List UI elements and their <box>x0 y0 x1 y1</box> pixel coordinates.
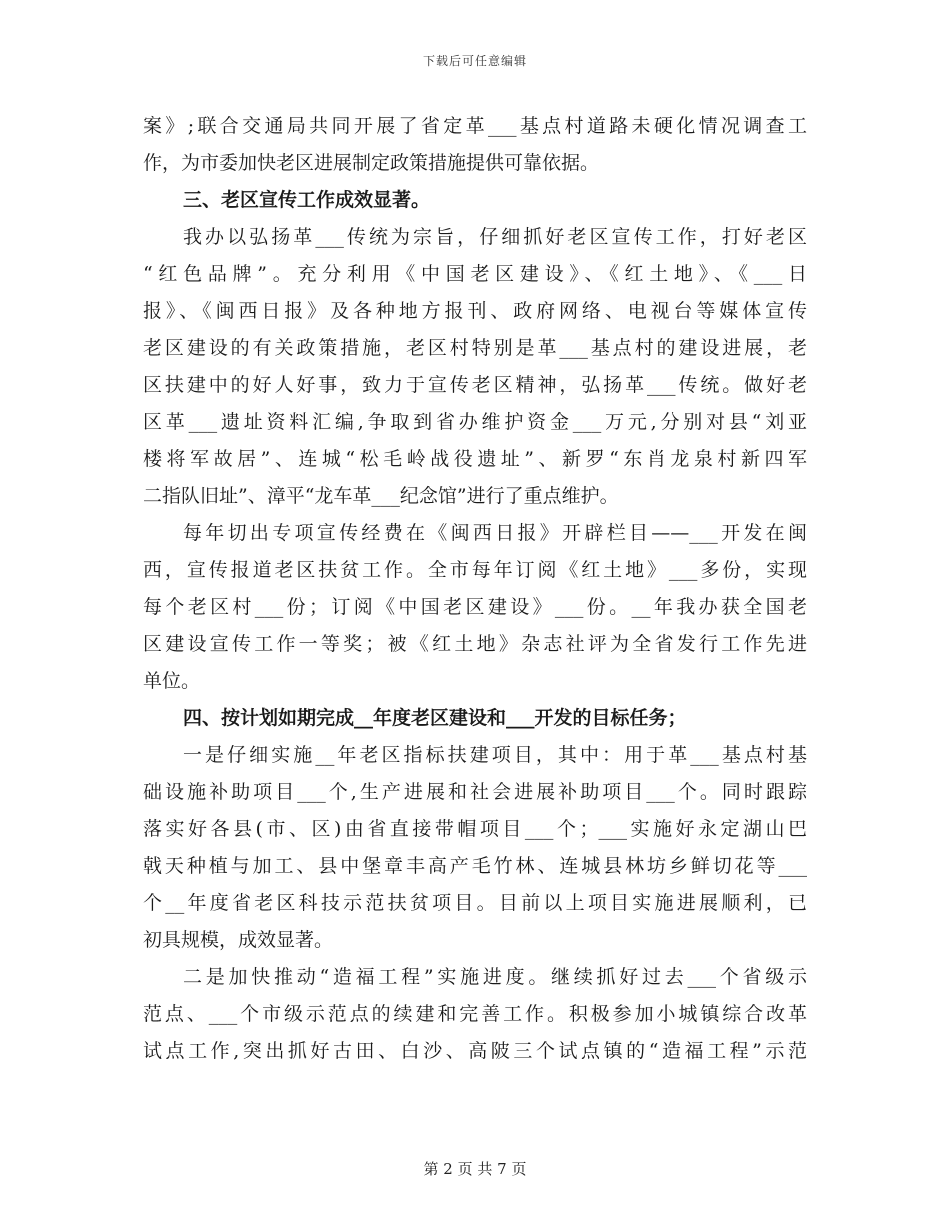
text-line: 老区建设的有关政策措施，老区村特别是革___基点村的建设进展，老 <box>143 337 807 359</box>
text-line: 区扶建中的好人好事，致力于宣传老区精神，弘扬革___传统。做好老 <box>143 374 807 396</box>
text-line: 个__年度省老区科技示范扶贫项目。目前以上项目实施进展顺利，已 <box>143 892 807 914</box>
text-line: “红色品牌”。充分利用《中国老区建设》、《红土地》、《___日 <box>143 263 807 285</box>
text-line: 报》、《闽西日报》及各种地方报刊、政府网络、电视台等媒体宣传 <box>143 300 807 322</box>
document-body <box>143 108 807 1070</box>
text-line: 西，宣传报道老区扶贫工作。全市每年订阅《红土地》___多份，实现 <box>143 559 807 581</box>
page-number: 第 2 页 共 7 页 <box>423 1160 527 1178</box>
text-line: 落实好各县(市、区)由省直接带帽项目___个；___实施好永定湖山巴 <box>143 818 807 840</box>
text-line: 楼将军故居”、连城“松毛岭战役遗址”、新罗“东肖龙泉村新四军 <box>143 448 807 470</box>
page-header: 下载后可任意编辑 <box>422 54 527 68</box>
text-line: 二指队旧址”、漳平“龙车革___纪念馆”进行了重点维护。 <box>143 485 619 507</box>
section-heading: 四、按计划如期完成__年度老区建设和___开发的目标任务； <box>183 707 687 729</box>
section-heading: 三、老区宣传工作成效显著。 <box>183 189 431 211</box>
text-line: 区建设宣传工作一等奖；被《红土地》杂志社评为全省发行工作先进 <box>143 633 807 655</box>
text-line: 初具规模，成效显著。 <box>143 929 334 951</box>
text-line: 区革___遗址资料汇编,争取到省办维护资金___万元,分别对县“刘亚 <box>143 411 807 433</box>
text-line: 试点工作,突出抓好古田、白沙、高陂三个试点镇的“造福工程”示范 <box>143 1040 807 1062</box>
text-line: 作，为市委加快老区进展制定政策措施提供可靠依据。 <box>143 152 600 174</box>
text-line: 我办以弘扬革___传统为宗旨，仔细抓好老区宣传工作，打好老区 <box>183 226 807 248</box>
text-line: 每个老区村___份；订阅《中国老区建设》___份。__年我办获全国老 <box>143 596 807 618</box>
text-line: 二是加快推动“造福工程”实施进度。继续抓好过去___个省级示 <box>183 966 807 988</box>
text-line: 一是仔细实施__年老区指标扶建项目，其中：用于革___基点村基 <box>183 744 807 766</box>
text-line: 础设施补助项目___个,生产进展和社会进展补助项目___个。同时跟踪 <box>143 781 807 803</box>
text-line: 戟天种植与加工、县中堡章丰高产毛竹林、连城县林坊乡鲜切花等___ <box>143 855 807 877</box>
text-line: 案》;联合交通局共同开展了省定革___基点村道路未硬化情况调查工 <box>143 115 807 137</box>
text-line: 范点、___个市级示范点的续建和完善工作。积极参加小城镇综合改革 <box>143 1003 807 1025</box>
text-line: 单位。 <box>143 670 201 692</box>
text-line: 每年切出专项宣传经费在《闽西日报》开辟栏目——___开发在闽 <box>183 522 807 544</box>
